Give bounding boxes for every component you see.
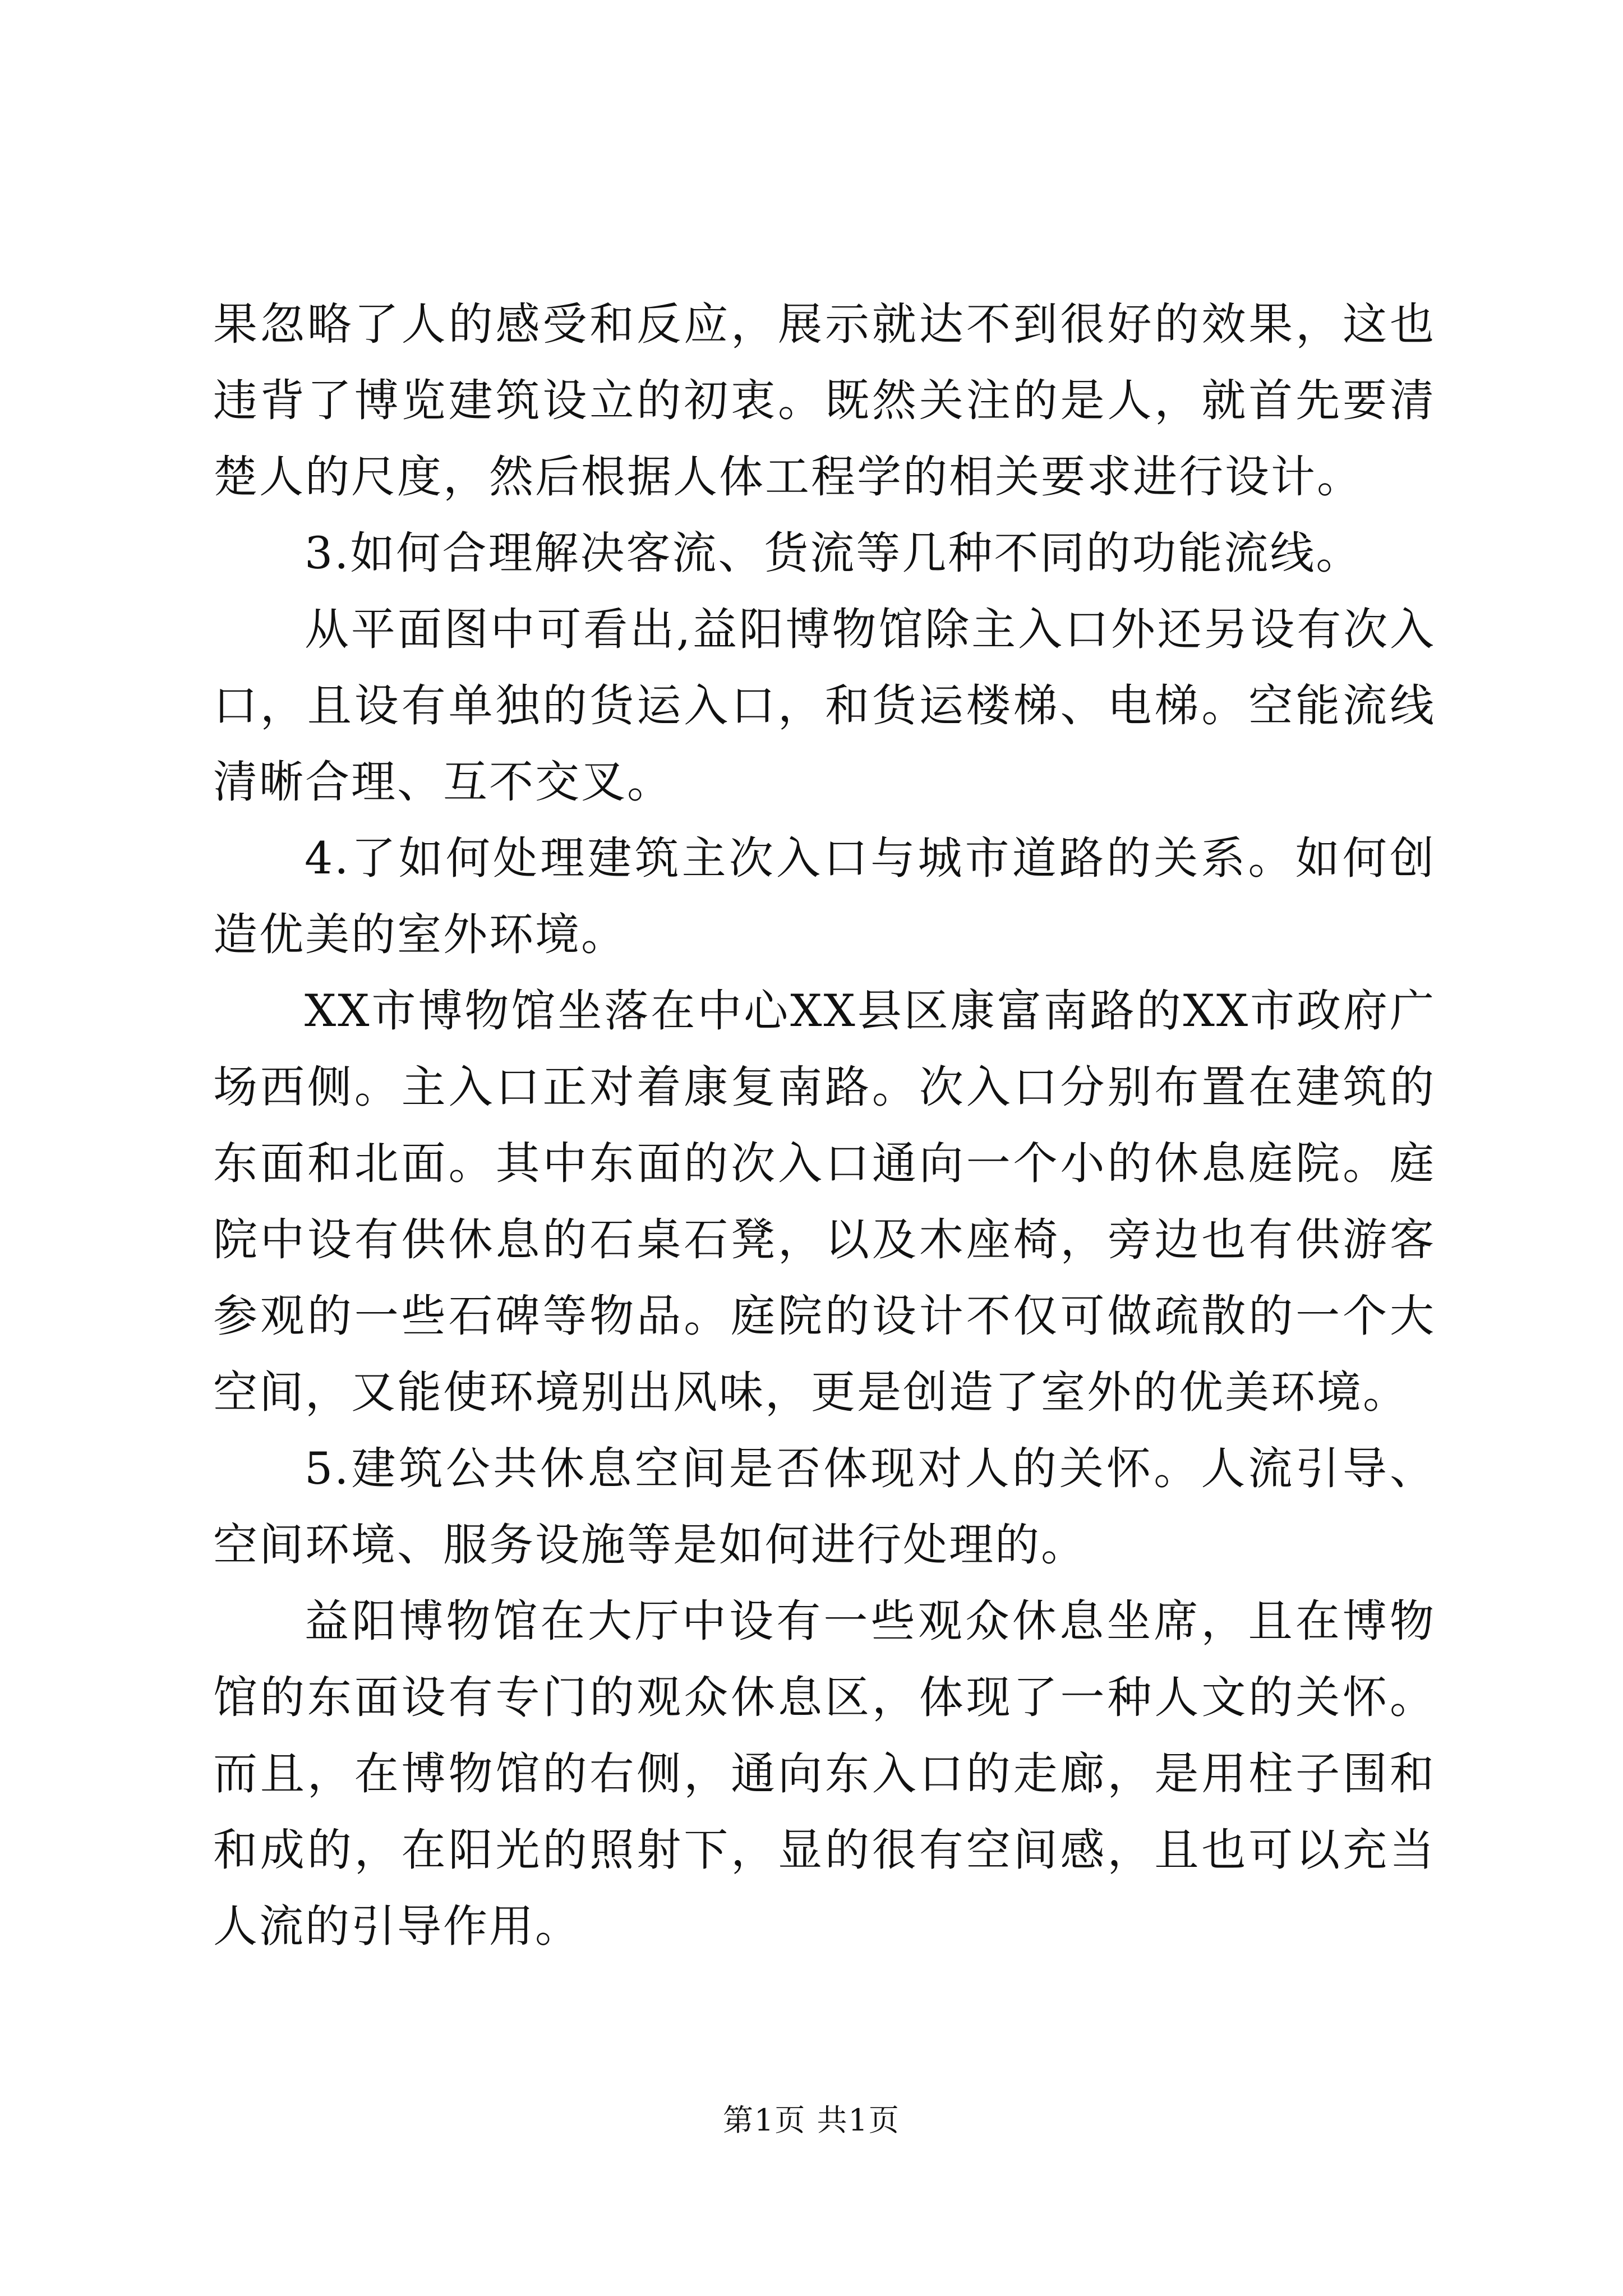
paragraph-5: XX市博物馆坐落在中心XX县区康富南路的XX市政府广场西侧。主入口正对着康复南路。次入口分别布置在建筑的东面和北面。其中东面的次入口通向一个小的休息庭院。庭院中设有供休息的石桌石凳，以及木座椅，旁边也有供游客参观的一些石碑等物品。庭院的设计不仅可做疏散的一个大空间，又能使环境别出风味，更是创造了室外的优美环境。 [213,985,1436,1418]
document-body [213,286,1436,1964]
paragraph-4: 4.了如何处理建筑主次入口与城市道路的关系。如何创造优美的室外环境。 [213,832,1436,960]
paragraph-7: 益阳博物馆在大厅中设有一些观众休息坐席，且在博物馆的东面设有专门的观众休息区，体现了一种人文的关怀。而且，在博物馆的右侧，通向东入口的走廊，是用柱子围和和成的，在阳光的照射下，显的很有空间感，且也可以充当人流的引导作用。 [213,1595,1436,1952]
paragraph-2: 3.如何合理解决客流、货流等几种不同的功能流线。 [305,527,1362,579]
paragraph-1: 果忽略了人的感受和反应，展示就达不到很好的效果，这也违背了博览建筑设立的初衷。既然关注的是人，就首先要清楚人的尺度，然后根据人体工程学的相关要求进行设计。 [213,298,1436,503]
paragraph-6: 5.建筑公共休息空间是否体现对人的关怀。人流引导、空间环境、服务设施等是如何进行处理的。 [213,1443,1436,1571]
page-footer: 第1页 共1页 [723,2102,900,2138]
paragraph-3: 从平面图中可看出,益阳博物馆除主入口外还另设有次入口，且设有单独的货运入口，和货运楼梯、电梯。空能流线清晰合理、互不交叉。 [213,604,1436,808]
